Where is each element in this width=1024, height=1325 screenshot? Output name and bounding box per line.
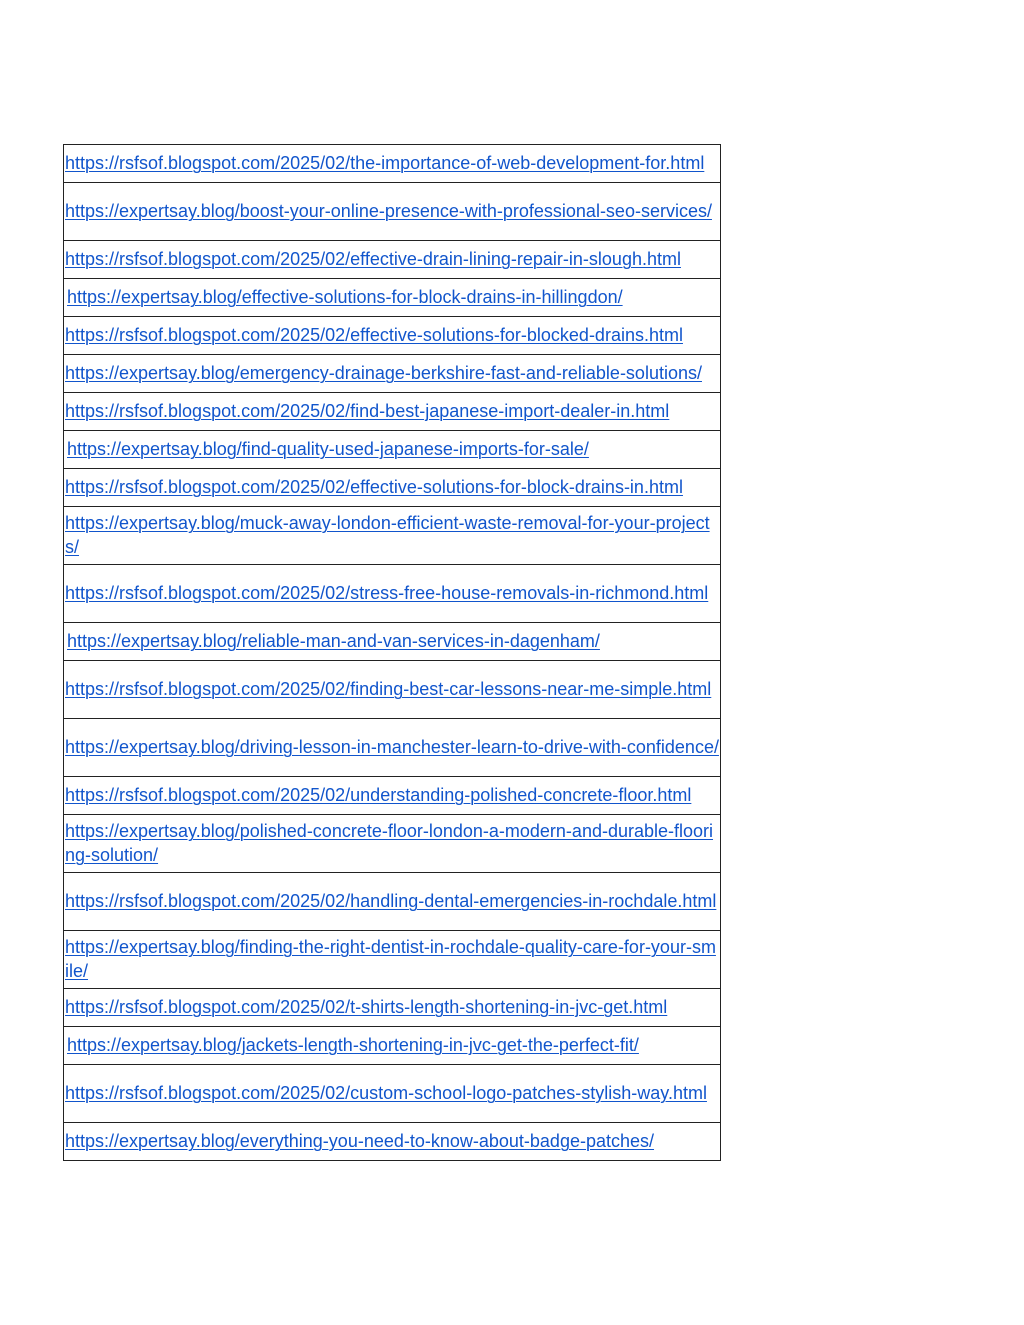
table-row — [64, 989, 721, 1027]
link[interactable]: https://expertsay.blog/emergency-drainage-berkshire-fast-and-reliable-solutions/ — [65, 363, 702, 383]
link[interactable]: https://rsfsof.blogspot.com/2025/02/the-importance-of-web-development-for.html — [65, 153, 705, 173]
link[interactable]: https://expertsay.blog/reliable-man-and-van-services-in-dagenham/ — [67, 631, 600, 651]
link-table — [63, 144, 721, 1161]
table-cell — [64, 279, 721, 317]
table-cell — [64, 873, 721, 931]
link[interactable]: https://rsfsof.blogspot.com/2025/02/stress-free-house-removals-in-richmond.html — [65, 583, 709, 603]
table-cell — [64, 183, 721, 241]
table-row — [64, 777, 721, 815]
link[interactable]: https://rsfsof.blogspot.com/2025/02/custom-school-logo-patches-stylish-way.html — [65, 1083, 707, 1103]
table-cell — [64, 145, 721, 183]
table-row — [64, 145, 721, 183]
link[interactable]: https://expertsay.blog/finding-the-right-dentist-in-rochdale-quality-care-for-your-smile/ — [65, 937, 716, 981]
link[interactable]: https://rsfsof.blogspot.com/2025/02/effective-solutions-for-blocked-drains.html — [65, 325, 683, 345]
link[interactable]: https://expertsay.blog/muck-away-london-efficient-waste-removal-for-your-projects/ — [65, 513, 710, 557]
link[interactable]: https://rsfsof.blogspot.com/2025/02/find-best-japanese-import-dealer-in.html — [65, 401, 670, 421]
link[interactable]: https://expertsay.blog/find-quality-used-japanese-imports-for-sale/ — [67, 439, 589, 459]
table-row — [64, 279, 721, 317]
table-row — [64, 565, 721, 623]
table-row — [64, 815, 721, 873]
table-cell — [64, 719, 721, 777]
link-table-body — [64, 145, 721, 1161]
table-row — [64, 355, 721, 393]
table-cell — [64, 431, 721, 469]
link[interactable]: https://rsfsof.blogspot.com/2025/02/t-shirts-length-shortening-in-jvc-get.html — [65, 997, 668, 1017]
table-row — [64, 431, 721, 469]
table-row — [64, 1027, 721, 1065]
table-cell — [64, 623, 721, 661]
link[interactable]: https://expertsay.blog/polished-concrete-floor-london-a-modern-and-durable-flooring-solution/ — [65, 821, 714, 865]
link[interactable]: https://expertsay.blog/jackets-length-shortening-in-jvc-get-the-perfect-fit/ — [67, 1035, 639, 1055]
link[interactable]: https://rsfsof.blogspot.com/2025/02/effective-drain-lining-repair-in-slough.html — [65, 249, 681, 269]
table-row — [64, 1123, 721, 1161]
table-row — [64, 873, 721, 931]
table-cell — [64, 565, 721, 623]
table-cell — [64, 1065, 721, 1123]
link[interactable]: https://rsfsof.blogspot.com/2025/02/handling-dental-emergencies-in-rochdale.html — [65, 891, 717, 911]
link[interactable]: https://rsfsof.blogspot.com/2025/02/understanding-polished-concrete-floor.html — [65, 785, 692, 805]
table-row — [64, 507, 721, 565]
table-cell — [64, 355, 721, 393]
table-cell — [64, 777, 721, 815]
link[interactable]: https://expertsay.blog/effective-solutions-for-block-drains-in-hillingdon/ — [67, 287, 623, 307]
table-row — [64, 183, 721, 241]
table-row — [64, 469, 721, 507]
table-cell — [64, 989, 721, 1027]
link[interactable]: https://expertsay.blog/driving-lesson-in-manchester-learn-to-drive-with-confidence/ — [65, 737, 719, 757]
table-row — [64, 931, 721, 989]
table-row — [64, 623, 721, 661]
table-row — [64, 719, 721, 777]
link[interactable]: https://rsfsof.blogspot.com/2025/02/finding-best-car-lessons-near-me-simple.html — [65, 679, 712, 699]
table-row — [64, 1065, 721, 1123]
table-row — [64, 317, 721, 355]
table-row — [64, 393, 721, 431]
table-cell — [64, 317, 721, 355]
table-cell — [64, 1123, 721, 1161]
table-cell — [64, 661, 721, 719]
table-cell — [64, 931, 721, 989]
link[interactable]: https://expertsay.blog/everything-you-need-to-know-about-badge-patches/ — [65, 1131, 655, 1151]
link[interactable]: https://expertsay.blog/boost-your-online-presence-with-professional-seo-services/ — [65, 201, 712, 221]
table-cell — [64, 1027, 721, 1065]
link[interactable]: https://rsfsof.blogspot.com/2025/02/effective-solutions-for-block-drains-in.html — [65, 477, 683, 497]
table-cell — [64, 507, 721, 565]
table-row — [64, 241, 721, 279]
table-row — [64, 661, 721, 719]
table-cell — [64, 469, 721, 507]
table-cell — [64, 815, 721, 873]
table-cell — [64, 393, 721, 431]
table-cell — [64, 241, 721, 279]
